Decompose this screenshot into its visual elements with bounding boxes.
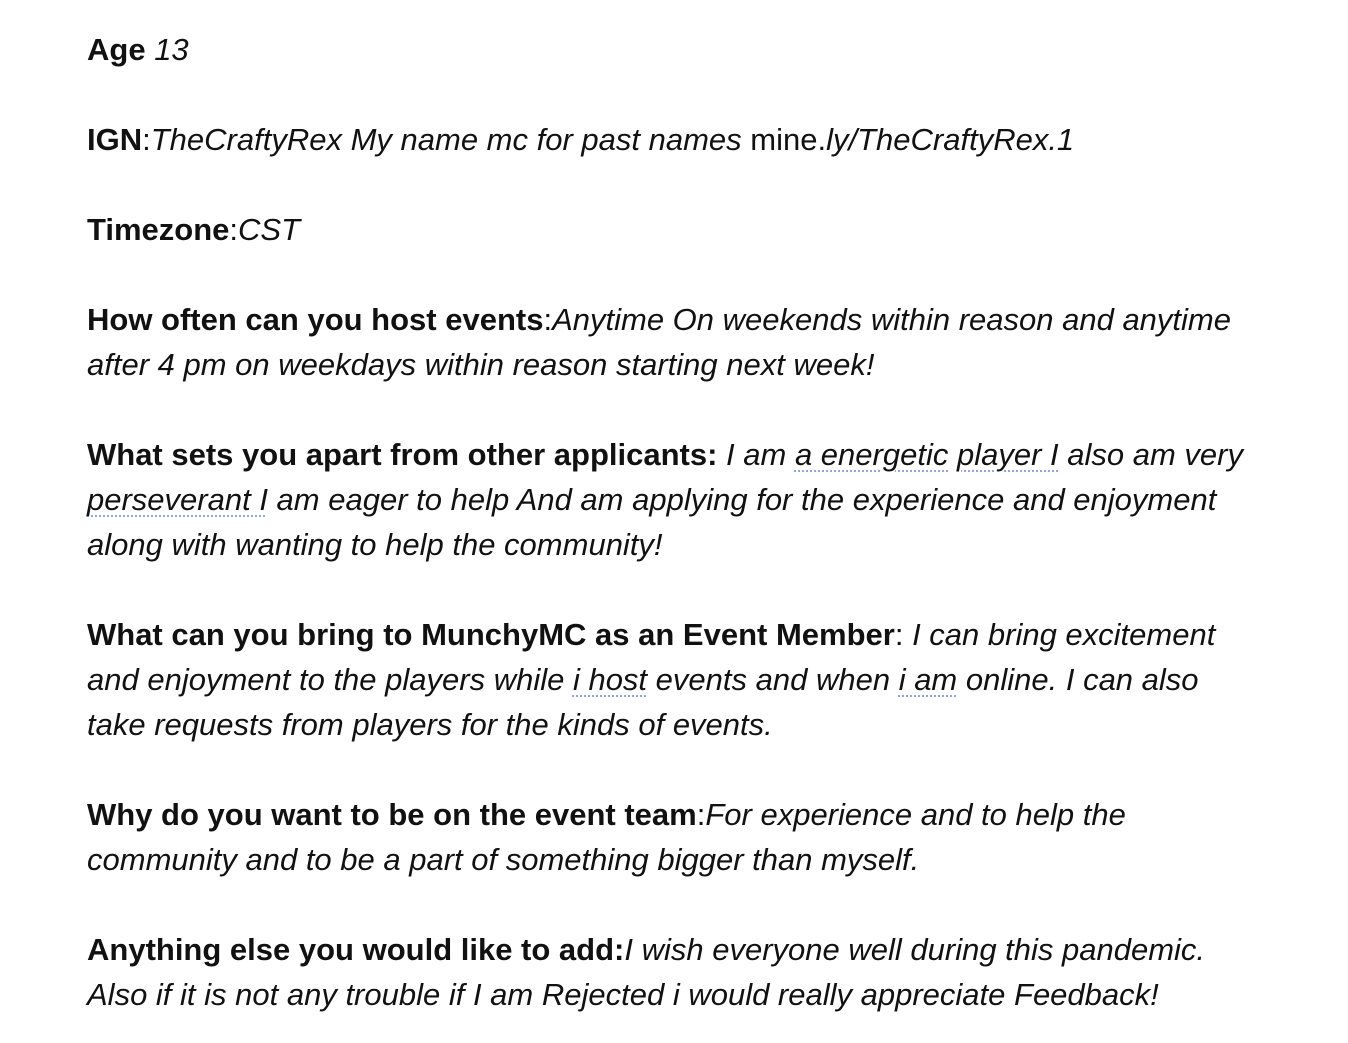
apart-text-2b: am eager to help And am applying for the experience and enjoyment xyxy=(267,482,1217,517)
host-frequency-label: How often can you host events xyxy=(87,302,544,337)
ign-value: TheCraftyRex My name mc for past names xyxy=(150,122,751,157)
apart-text-1e: also am very xyxy=(1058,437,1243,472)
timezone-label: Timezone xyxy=(87,212,230,247)
ign-label: IGN xyxy=(87,122,143,157)
ign-link-prefix: mine. xyxy=(750,122,827,157)
why-line1: For experience and to help the xyxy=(705,797,1126,832)
apart-spellcheck-2: player I xyxy=(956,437,1059,472)
host-frequency-line2: after 4 pm on weekdays within reason starting next week! xyxy=(87,347,875,382)
ign-colon: : xyxy=(142,122,151,157)
why-colon: : xyxy=(696,797,706,832)
bring-spellcheck-2: i am xyxy=(898,662,958,697)
why-label: Why do you want to be on the event team xyxy=(87,797,697,832)
timezone-value: CST xyxy=(238,212,301,247)
apart-text-1a: I am xyxy=(717,437,795,472)
apart-spellcheck-1: a energetic xyxy=(794,437,949,472)
bring-line3: take requests from players for the kinds of events. xyxy=(87,707,773,742)
host-frequency-colon: : xyxy=(543,302,553,337)
host-frequency-line1: Anytime On weekends within reason and anytime xyxy=(552,302,1231,337)
apart-text-1c xyxy=(948,437,957,472)
why-line2: community and to be a part of something bigger than myself. xyxy=(87,842,920,877)
anything-else-field xyxy=(87,927,1332,1017)
bring-spellcheck-1: i host xyxy=(572,662,648,697)
anything-else-label: Anything else you would like to add: xyxy=(87,932,625,967)
bring-text-2c: events and when xyxy=(647,662,899,697)
apart-label: What sets you apart from other applicants: xyxy=(87,437,718,472)
timezone-field xyxy=(87,207,1332,252)
timezone-colon: : xyxy=(229,212,239,247)
age-field xyxy=(87,27,1332,72)
ign-field xyxy=(87,117,1332,162)
why-field xyxy=(87,792,1332,882)
anything-else-line1: I wish everyone well during this pandemic. xyxy=(624,932,1206,967)
ign-link-rest: ly/TheCraftyRex.1 xyxy=(826,122,1075,157)
host-frequency-field xyxy=(87,297,1332,387)
apart-spellcheck-3: perseverant I xyxy=(87,482,268,517)
bring-field xyxy=(87,612,1332,747)
bring-colon: : xyxy=(894,617,913,652)
bring-label: What can you bring to MunchyMC as an Event Member xyxy=(87,617,895,652)
anything-else-line2: Also if it is not any trouble if I am Rejected i would really appreciate Feedback! xyxy=(87,977,1159,1012)
bring-line1: I can bring excitement xyxy=(912,617,1216,652)
age-value: 13 xyxy=(145,32,189,67)
bring-text-2a: and enjoyment to the players while xyxy=(87,662,573,697)
apart-line3: along with wanting to help the community! xyxy=(87,527,663,562)
age-label: Age xyxy=(87,32,146,67)
apart-field xyxy=(87,432,1332,567)
bring-text-2e: online. I can also xyxy=(957,662,1199,697)
